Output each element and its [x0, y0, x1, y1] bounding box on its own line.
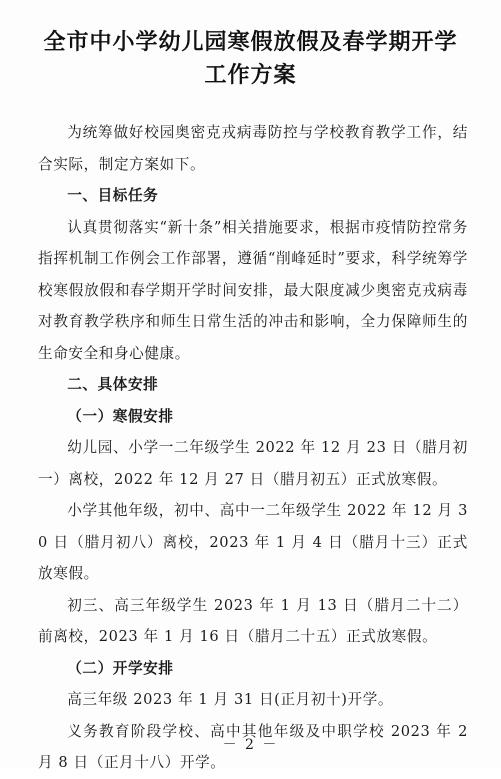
section-heading-arrangements: 二、具体安排 — [67, 376, 159, 393]
school-start-paragraph-1: 高三年级 2023 年 1 月 31 日(正月初十)开学。 — [67, 691, 394, 708]
intro-paragraph: 为统筹做好校园奥密克戎病毒防控与学校教育教学工作，结合实际，制定方案如下。 — [38, 124, 468, 173]
goals-paragraph: 认真贯彻落实“新十条”相关措施要求，根据市疫情防控常务指挥机制工作例会工作部署，遵循“削峰延时”要求，科学统筹学校寒假放假和春学期开学时间安排，最大限度减少奥密克戎病毒对教育教学秩序和师生日常生活的冲击和影响，全力保障师生的生命安全和身心健康。 — [38, 218, 468, 362]
document-body — [38, 117, 468, 779]
page-number: － 2 － — [222, 737, 279, 753]
document-title — [0, 26, 501, 92]
subsection-heading-school-start: （二）开学安排 — [67, 659, 174, 677]
title-line-1: 全市中小学幼儿园寒假放假及春学期开学 — [43, 30, 458, 55]
subsection-heading-winter-break: （一）寒假安排 — [67, 407, 174, 425]
winter-break-paragraph-3: 初三、高三年级学生 2023 年 1 月 13 日（腊月二十二）前离校，2023 年 1 月 16 日（腊月二十五）正式放寒假。 — [38, 596, 468, 645]
section-heading-goals: 一、目标任务 — [67, 187, 159, 204]
winter-break-paragraph-2: 小学其他年级，初中、高中一二年级学生 2022 年 12 月 30 日（腊月初八）离校，2023 年 1 月 4 日（腊月十三）正式放寒假。 — [38, 502, 468, 582]
school-start-paragraph-2: 义务教育阶段学校、高中其他年级及中职学校 2023 年 2 月 8 日（正月十八）开学。 — [38, 722, 468, 771]
winter-break-paragraph-1: 幼儿园、小学一二年级学生 2022 年 12 月 23 日（腊月初一）离校，2022 年 12 月 27 日（腊月初五）正式放寒假。 — [38, 439, 468, 488]
title-line-2: 工作方案 — [204, 63, 297, 88]
